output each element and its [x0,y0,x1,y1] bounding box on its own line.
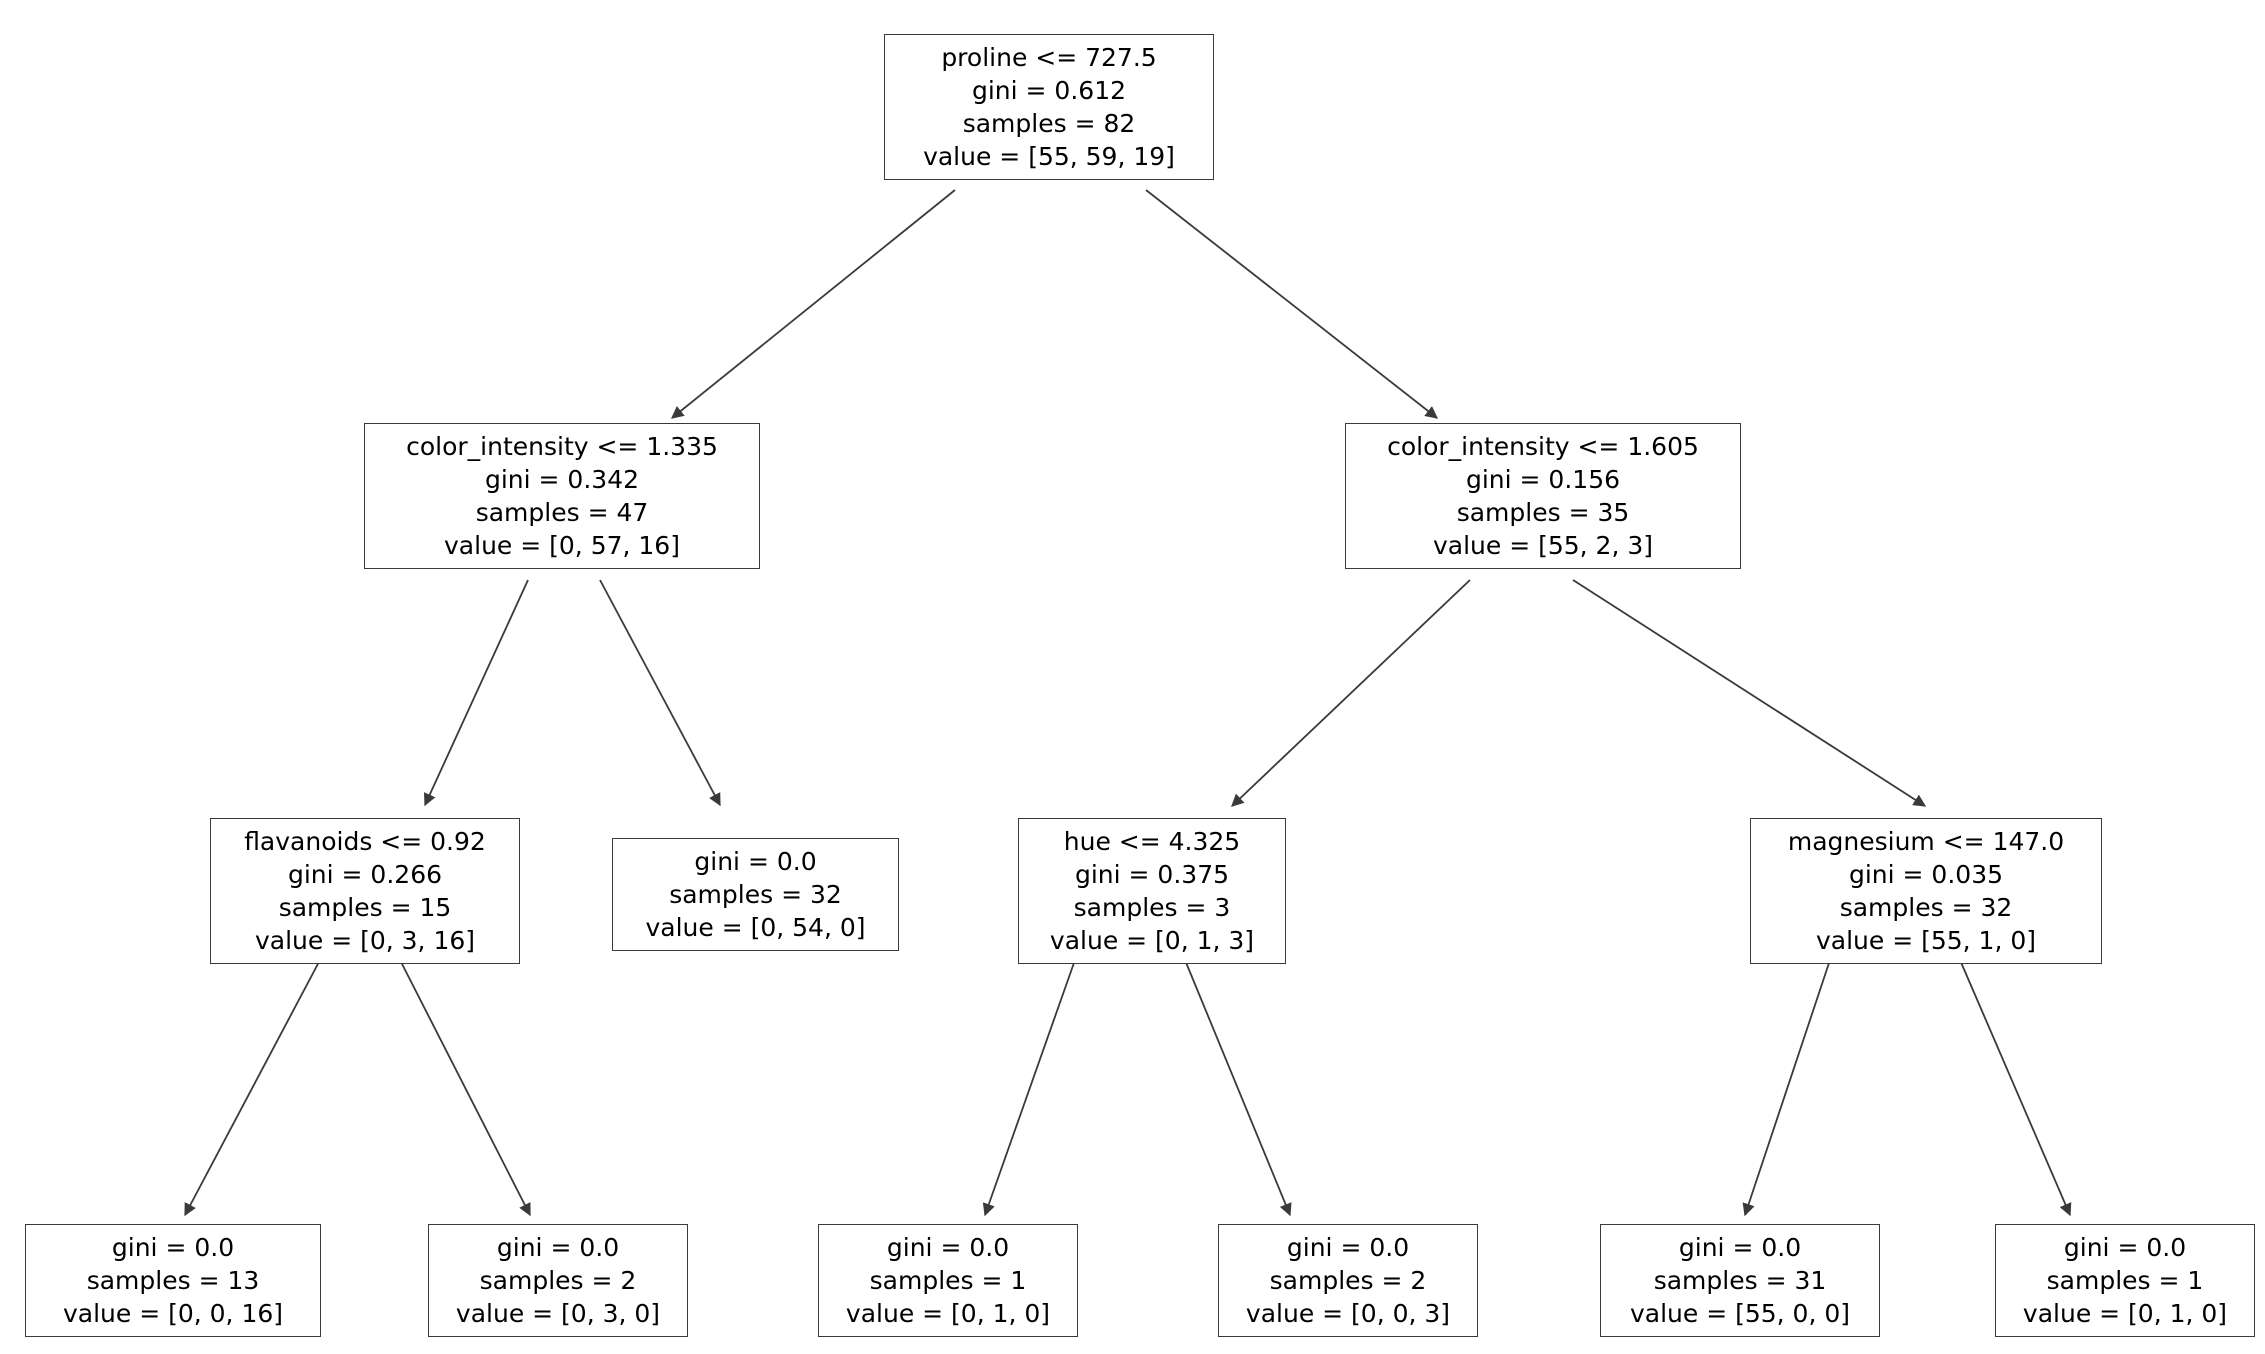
node-line: samples = 1 [2046,1266,2204,1295]
tree-node-leaf[interactable] [1218,1224,1478,1337]
node-line: gini = 0.375 [1074,860,1230,889]
node-line: gini = 0.612 [971,76,1127,105]
node-line: hue <= 4.325 [1063,827,1241,856]
node-line: color_intensity <= 1.605 [1387,432,1699,461]
node-line: gini = 0.156 [1465,465,1621,494]
edge-n3-left [185,960,320,1215]
node-line: samples = 32 [669,880,842,909]
node-line: value = [0, 57, 16] [444,531,680,560]
node-line: samples = 3 [1073,893,1231,922]
tree-node-internal[interactable] [1018,818,1286,964]
edge-n3-right [400,960,530,1215]
edge-n2-right [1573,580,1925,806]
node-line: value = [0, 0, 3] [1245,1299,1451,1328]
node-line: value = [55, 0, 0] [1629,1299,1851,1328]
node-line: samples = 32 [1839,893,2013,922]
node-line: value = [0, 1, 3] [1049,926,1255,955]
node-line: value = [0, 3, 0] [455,1299,661,1328]
node-line: gini = 0.0 [886,1233,1010,1262]
edge-n6-left [1745,960,1830,1215]
node-line: value = [0, 0, 16] [62,1299,284,1328]
node-line: samples = 13 [86,1266,260,1295]
node-line: gini = 0.035 [1848,860,2004,889]
node-line: value = [0, 54, 0] [645,913,866,942]
tree-node-leaf[interactable] [1995,1224,2255,1337]
node-line: gini = 0.0 [1678,1233,1802,1262]
edge-root-right [1146,190,1437,418]
node-line: gini = 0.0 [496,1233,620,1262]
tree-node-leaf[interactable] [25,1224,321,1337]
edge-n6-right [1960,960,2070,1215]
tree-node-leaf[interactable] [612,838,899,951]
node-line: value = [55, 2, 3] [1432,531,1654,560]
tree-node-leaf[interactable] [428,1224,688,1337]
node-line: gini = 0.0 [111,1233,235,1262]
node-line: samples = 15 [278,893,452,922]
node-line: value = [0, 1, 0] [845,1299,1051,1328]
node-line: value = [0, 1, 0] [2022,1299,2228,1328]
node-line: samples = 82 [962,109,1136,138]
edge-n5-left [985,960,1075,1215]
edge-n1-left [425,580,528,805]
tree-node-internal[interactable] [1750,818,2102,964]
node-line: samples = 47 [475,498,649,527]
tree-node-leaf[interactable] [818,1224,1078,1337]
node-line: samples = 1 [869,1266,1027,1295]
node-line: gini = 0.266 [287,860,443,889]
node-line: samples = 31 [1653,1266,1827,1295]
tree-node-internal[interactable] [364,423,760,569]
node-line: proline <= 727.5 [941,43,1157,72]
tree-node-root[interactable] [884,34,1214,180]
edge-root-left [672,190,955,418]
node-line: samples = 35 [1456,498,1630,527]
node-line: magnesium <= 147.0 [1787,827,2065,856]
edge-n1-right [600,580,720,805]
node-line: gini = 0.0 [694,847,817,876]
node-line: value = [55, 59, 19] [923,142,1175,171]
node-line: flavanoids <= 0.92 [244,827,486,856]
node-line: samples = 2 [1269,1266,1427,1295]
node-line: gini = 0.0 [2063,1233,2187,1262]
node-line: gini = 0.0 [1286,1233,1410,1262]
tree-node-leaf[interactable] [1600,1224,1880,1337]
node-line: gini = 0.342 [484,465,640,494]
node-line: value = [0, 3, 16] [254,926,476,955]
edge-n5-right [1185,960,1290,1215]
edge-n2-left [1232,580,1470,806]
tree-node-internal[interactable] [1345,423,1741,569]
node-line: samples = 2 [479,1266,637,1295]
tree-node-internal[interactable] [210,818,520,964]
node-line: color_intensity <= 1.335 [406,432,718,461]
node-line: value = [55, 1, 0] [1815,926,2037,955]
